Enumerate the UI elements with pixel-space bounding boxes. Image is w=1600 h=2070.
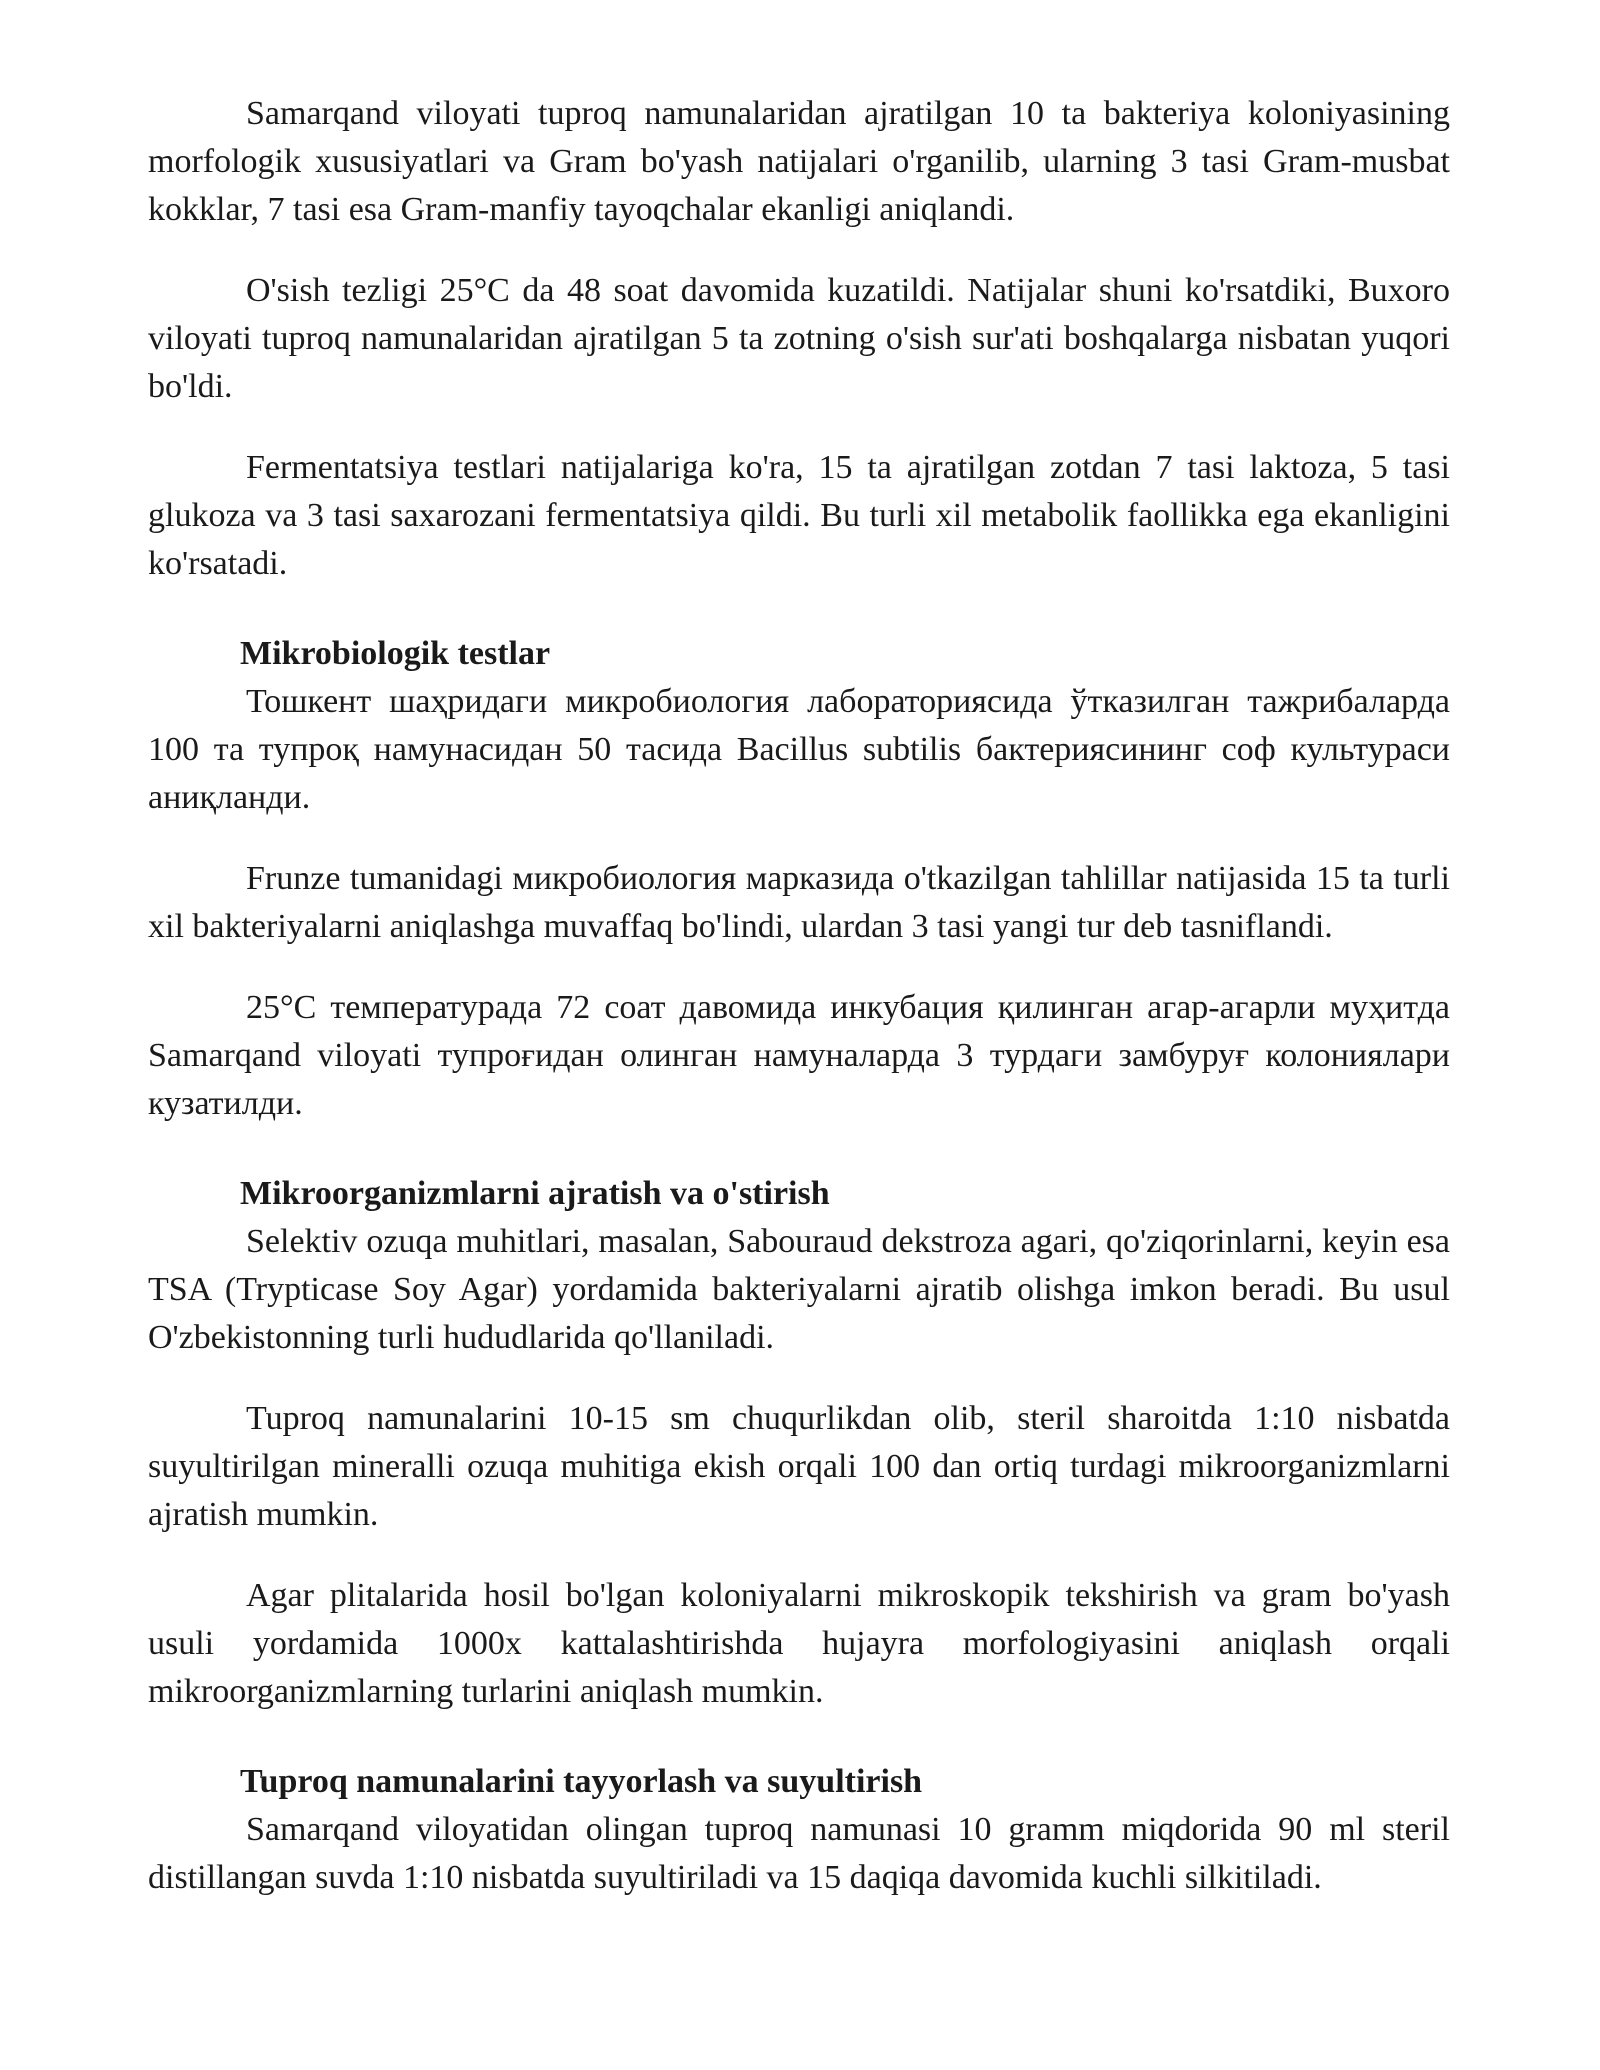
paragraph-growth-rate: O'sish tezligi 25°C da 48 soat davomida kuzatildi. Natijalar shuni ko'rsatdiki, Buxoro viloyati tuproq namunalaridan ajratilgan 5 ta zotning o'sish sur'ati boshqalarga nisbatan yuqori bo'ldi. [148, 272, 1450, 405]
paragraph-soil-sampling: Tuproq namunalarini 10-15 sm chuqurlikdan olib, steril sharoitda 1:10 nisbatda suyultirilgan mineralli ozuqa muhitiga ekish orqali 100 dan ortiq turdagi mikroorganizmlarni ajratish mumkin. [148, 1400, 1450, 1533]
heading-isolation-cultivation: Mikroorganizmlarni ajratish va o'stirish [240, 1175, 830, 1212]
paragraph-microscopy: Agar plitalarida hosil bo'lgan koloniyalarni mikroskopik tekshirish va gram bo'yash usuli yordamida 1000x kattalashtirishda hujayra morfologiyasini aniqlash orqali mikroorganizmlarning turlarini aniqlash mumkin. [148, 1577, 1450, 1710]
paragraph-frunze-center: Frunze tumanidagi микробиология марказида o'tkazilgan tahlillar natijasida 15 ta turli xil bakteriyalarni aniqlashga muvaffaq bo'lindi, ulardan 3 tasi yangi tur deb tasniflandi. [148, 860, 1450, 945]
document-page [148, 90, 1450, 1935]
heading-sample-preparation: Tuproq namunalarini tayyorlash va suyultirish [240, 1763, 923, 1800]
paragraph-tashkent-lab: Тошкент шаҳридаги микробиология лабораториясида ўтказилган тажрибаларда 100 та тупроқ намунасидан 50 тасида Bacillus subtilis бактериясининг соф культураси аниқланди. [148, 683, 1450, 816]
paragraph-dilution: Samarqand viloyatidan olingan tuproq namunasi 10 gramm miqdorida 90 ml steril distillangan suvda 1:10 nisbatda suyultiriladi va 15 daqiqa davomida kuchli silkitiladi. [148, 1811, 1450, 1896]
heading-microbiological-tests: Mikrobiologik testlar [240, 635, 551, 672]
paragraph-gram-staining: Samarqand viloyati tuproq namunalaridan ajratilgan 10 ta bakteriya koloniyasining morfologik xususiyatlari va Gram bo'yash natijalari o'rganilib, ularning 3 tasi Gram-musbat kokklar, 7 tasi esa Gram-manfiy tayoqchalar ekanligi aniqlandi. [148, 95, 1450, 228]
paragraph-selective-media: Selektiv ozuqa muhitlari, masalan, Sabouraud dekstroza agari, qo'ziqorinlarni, keyin esa TSA (Trypticase Soy Agar) yordamida bakteriyalarni ajratib olishga imkon beradi. Bu usul O'zbekistonning turli hududlarida qo'llaniladi. [148, 1223, 1450, 1356]
paragraph-fungal-colonies: 25°C температурада 72 соат давомида инкубация қилинган агар-агарли муҳитда Samarqand viloyati тупроғидан олинган намуналарда 3 турдаги замбуруғ колониялари кузатилди. [148, 989, 1450, 1122]
paragraph-fermentation: Fermentatsiya testlari natijalariga ko'ra, 15 ta ajratilgan zotdan 7 tasi laktoza, 5 tasi glukoza va 3 tasi saxarozani fermentatsiya qildi. Bu turli xil metabolik faollikka ega ekanligini ko'rsatadi. [148, 449, 1450, 582]
